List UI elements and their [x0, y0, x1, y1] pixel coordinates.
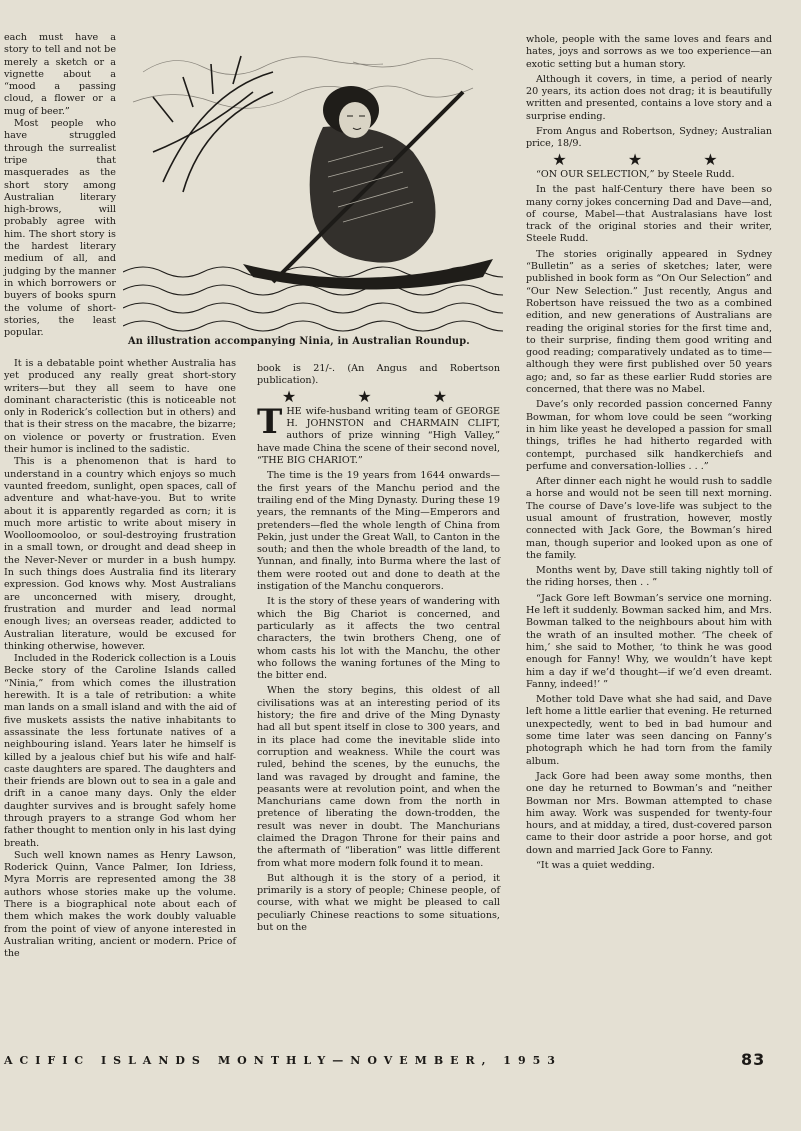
star-divider: ★ ★ ★ [552, 149, 746, 169]
column-2 [257, 363, 500, 937]
lead-paragraph [257, 401, 500, 467]
drop-cap: T [257, 401, 283, 442]
star-divider: ★ ★ ★ [281, 386, 476, 406]
column-1-bottom [4, 358, 236, 961]
paragraph: Months went by, Dave still taking nightly toll of the riding horses, then . . ” [526, 565, 772, 589]
illustration-caption: An illustration accompanying Ninia, in Australian Roundup. [128, 336, 470, 347]
paragraph: From Angus and Robertson, Sydney; Australian price, 18/9. [526, 126, 772, 150]
paragraph: Included in the Roderick collection is a Louis Becke story of the Caroline Islands called “Ninia,” from which comes the illustration herewith. It is a tale of retribution: a white man lands on a small island and with the aid of five muskets assists the native inhabitants to assassinate the less fortunate natives of a neighbouring island. Years later he himself is killed by a jealous chief but his wife and half-caste daughters are spared. The daughters and their friends are blown out to sea in a gale and drift in a canoe many days. Only the elder daughter survives and is brought safely home through prayers to a strange God whom her father thought to mention only in his last dying breath. [4, 653, 236, 849]
column-1-top [4, 32, 116, 339]
lead-text: HE wife-husband writing team of GEORGE H. JOHNSTON and CHARMAIN CLIFT, authors of prize winning “High Valley,” have made China the scene of their second novel, “THE BIG CHARIOT.” [257, 405, 500, 467]
paragraph: Mother told Dave what she had said, and Dave left home a little earlier that evening. He returned unexpectedly, went to bed in bad humour and some time later was seen dancing on Fanny’s photograph which he had torn from the family album. [526, 694, 772, 767]
paragraph: whole, people with the same loves and fears and hates, joys and sorrows as we too experience—an exotic setting but a human story. [526, 34, 772, 70]
paragraph: Jack Gore had been away some months, then one day he returned to Bowman’s and “neither Bowman nor Mrs. Bowman attempted to chase him away. Work was suspended for twenty-four hours, and at midday, a tired, dust-covered parson came to their door astride a poor horse, and got down and married Jack Gore to Fanny. [526, 770, 772, 856]
column-3 [526, 34, 772, 875]
paragraph: When the story begins, this oldest of all civilisations was at an interesting period of its history; the fire and drive of the Ming Dynasty had all but spent itself in close to 300 years, and in its place had come the inevitable slide into corruption and weakness. While the court was ruled, behind the scenes, by the eunuchs, the land was ravaged by drought and famine, the peasants were at revolution point, and when the Manchurians came down from the north in pretence of liberating the down-trodden, the result was never in doubt. The Manchurians claimed the Dragon Throne for their pains and the aftermath of “liberation” was little different from what more modern folk found it to mean. [257, 685, 500, 869]
paragraph: each must have a story to tell and not be merely a sketch or a vignette about a “mood a passing cloud, a flower or a mug of beer.” [4, 32, 116, 117]
paragraph: In the past half-Century there have been so many corny jokes concerning Dad and Dave—and, of course, Mabel—that Australasians have lost track of the original stories and their writer, Steele Rudd. [526, 184, 772, 245]
paragraph: But although it is the story of a period, it primarily is a story of people; Chinese people, of course, with what we might be pleased to call peculiarly Chinese reactions to some situations, but on the [257, 872, 500, 934]
page-number: 83 [741, 1050, 766, 1069]
paragraph: Such well known names as Henry Lawson, Roderick Quinn, Vance Palmer, Ion Idriess, Myra Morris are represented among the 38 authors whose stories make up the volume. There is a biographical note about each of them which makes the work doubly valuable from the point of view of anyone interested in Australian writing, ancient or modern. Price of the [4, 849, 236, 960]
paragraph: “It was a quiet wedding. [536, 860, 655, 871]
paragraph: “Jack Gore left Bowman’s service one morning. He left it suddenly. Bowman sacked him, and Mrs. Bowman talked to the neighbours about him with the wrath of an insulted mother. ‘The cheek of him,’ she said to Mother, ‘to think he was good enough for Fanny! Why, we wouldn’t have kept him a day if we’d thought—if we’d even dreamt. Fanny, indeed!’ ” [526, 592, 772, 690]
paragraph: Most people who have struggled through the surrealist tripe that masquerades as the short story among Australian literary high-brows, will probably agree with him. The short story is the hardest literary medium of all, and judging by the manner in which borrowers or buyers of books spurn the volume of short-stories, the least popular. [4, 118, 116, 339]
footer-publication: ACIFIC ISLANDS [4, 1054, 207, 1067]
paragraph: The time is the 19 years from 1644 onwards—the first years of the Manchu period and the trailing end of the Ming Dynasty. During these 19 years, the remnants of the Ming—Emperors and pretenders—fled the whole length of China from Pekin, just under the Great Wall, to Canton in the south; and then the whole breadth of the land, to Yunnan, and finally, into Burma where the last of them were rooted out and done to death at the instigation of the Manchu conquerors. [257, 470, 500, 593]
paragraph: It is a debatable point whether Australia has yet produced any really great short-story writers—but they all seem to have one dominant characteristic (this is noticeable not only in Roderick’s collection but in others) and that is their stress on the macabre, the bizarre; on violence or poverty or frustration. Even their humor is inclined to the sadistic. [4, 358, 236, 456]
paragraph: book is 21/-. (An Angus and Robertson publication). [257, 363, 500, 387]
paragraph: This is a phenomenon that is hard to understand in a country which enjoys so much vaunted freedom, sunlight, open spaces, call of adventure and what-have-you. But to write about it is apparently regarded as corn; it is much more artistic to write about misery in Woolloomooloo, or soul-destroying frustration in a small town, or drought and dead sheep in the Never-Never or murder in a bush humpy. In such things does Australia find its literary expression. God knows why. Most Australians are unconcerned with misery, drought, frustration and murder and lead normal enough lives; an overseas reader, addicted to Australian literature, would be excused for thinking otherwise, however. [4, 456, 236, 652]
paragraph: Although it covers, in time, a period of nearly 20 years, its action does not drag; it is beautifully written and presented, contains a love story and a surprise ending. [526, 73, 772, 122]
review-title: “ON OUR SELECTION,” by Steele Rudd. [536, 168, 735, 180]
paragraph: It is the story of these years of wandering with which the Big Chariot is concerned, and particularly as it affects the two central characters, the twin brothers Cheng, one of whom casts his lot with the Manchu, the other who follows the waning fortunes of the Ming to the bitter end. [257, 596, 500, 682]
column-1 [4, 32, 236, 960]
paragraph: Dave’s only recorded passion concerned Fanny Bowman, for whom love could be seen “working in him like yeast he developed a passion for small things, trifles he had hitherto regarded with contempt, purchased silk handkerchiefs and perfume and conversation-lollies . . .” [526, 399, 772, 472]
footer-issue: MONTHLY—NOVEMBER, 1953 [218, 1054, 562, 1067]
paragraph: The stories originally appeared in Sydney “Bulletin” as a series of sketches; later, were published in book form as “On Our Selection” and “Our New Selection.” Just recently, Angus and Robertson have reissued the two as a combined edition, and new generations of Australians are reading the original stories for the first time and, to their surprise, finding them good writing and good reading; comparatively undated as to time—although they were first published over 50 years ago; and, so far as these earlier Rudd stories are concerned, that there was no Mabel. [526, 248, 772, 396]
paragraph: After dinner each night he would rush to saddle a horse and would not be seen till next morning. The course of Dave’s love-life was subject to the usual amount of frustration, however, mostly connected with Jack Gore, the Bowman’s hired man, though superior and looked upon as one of the family. [526, 476, 772, 561]
